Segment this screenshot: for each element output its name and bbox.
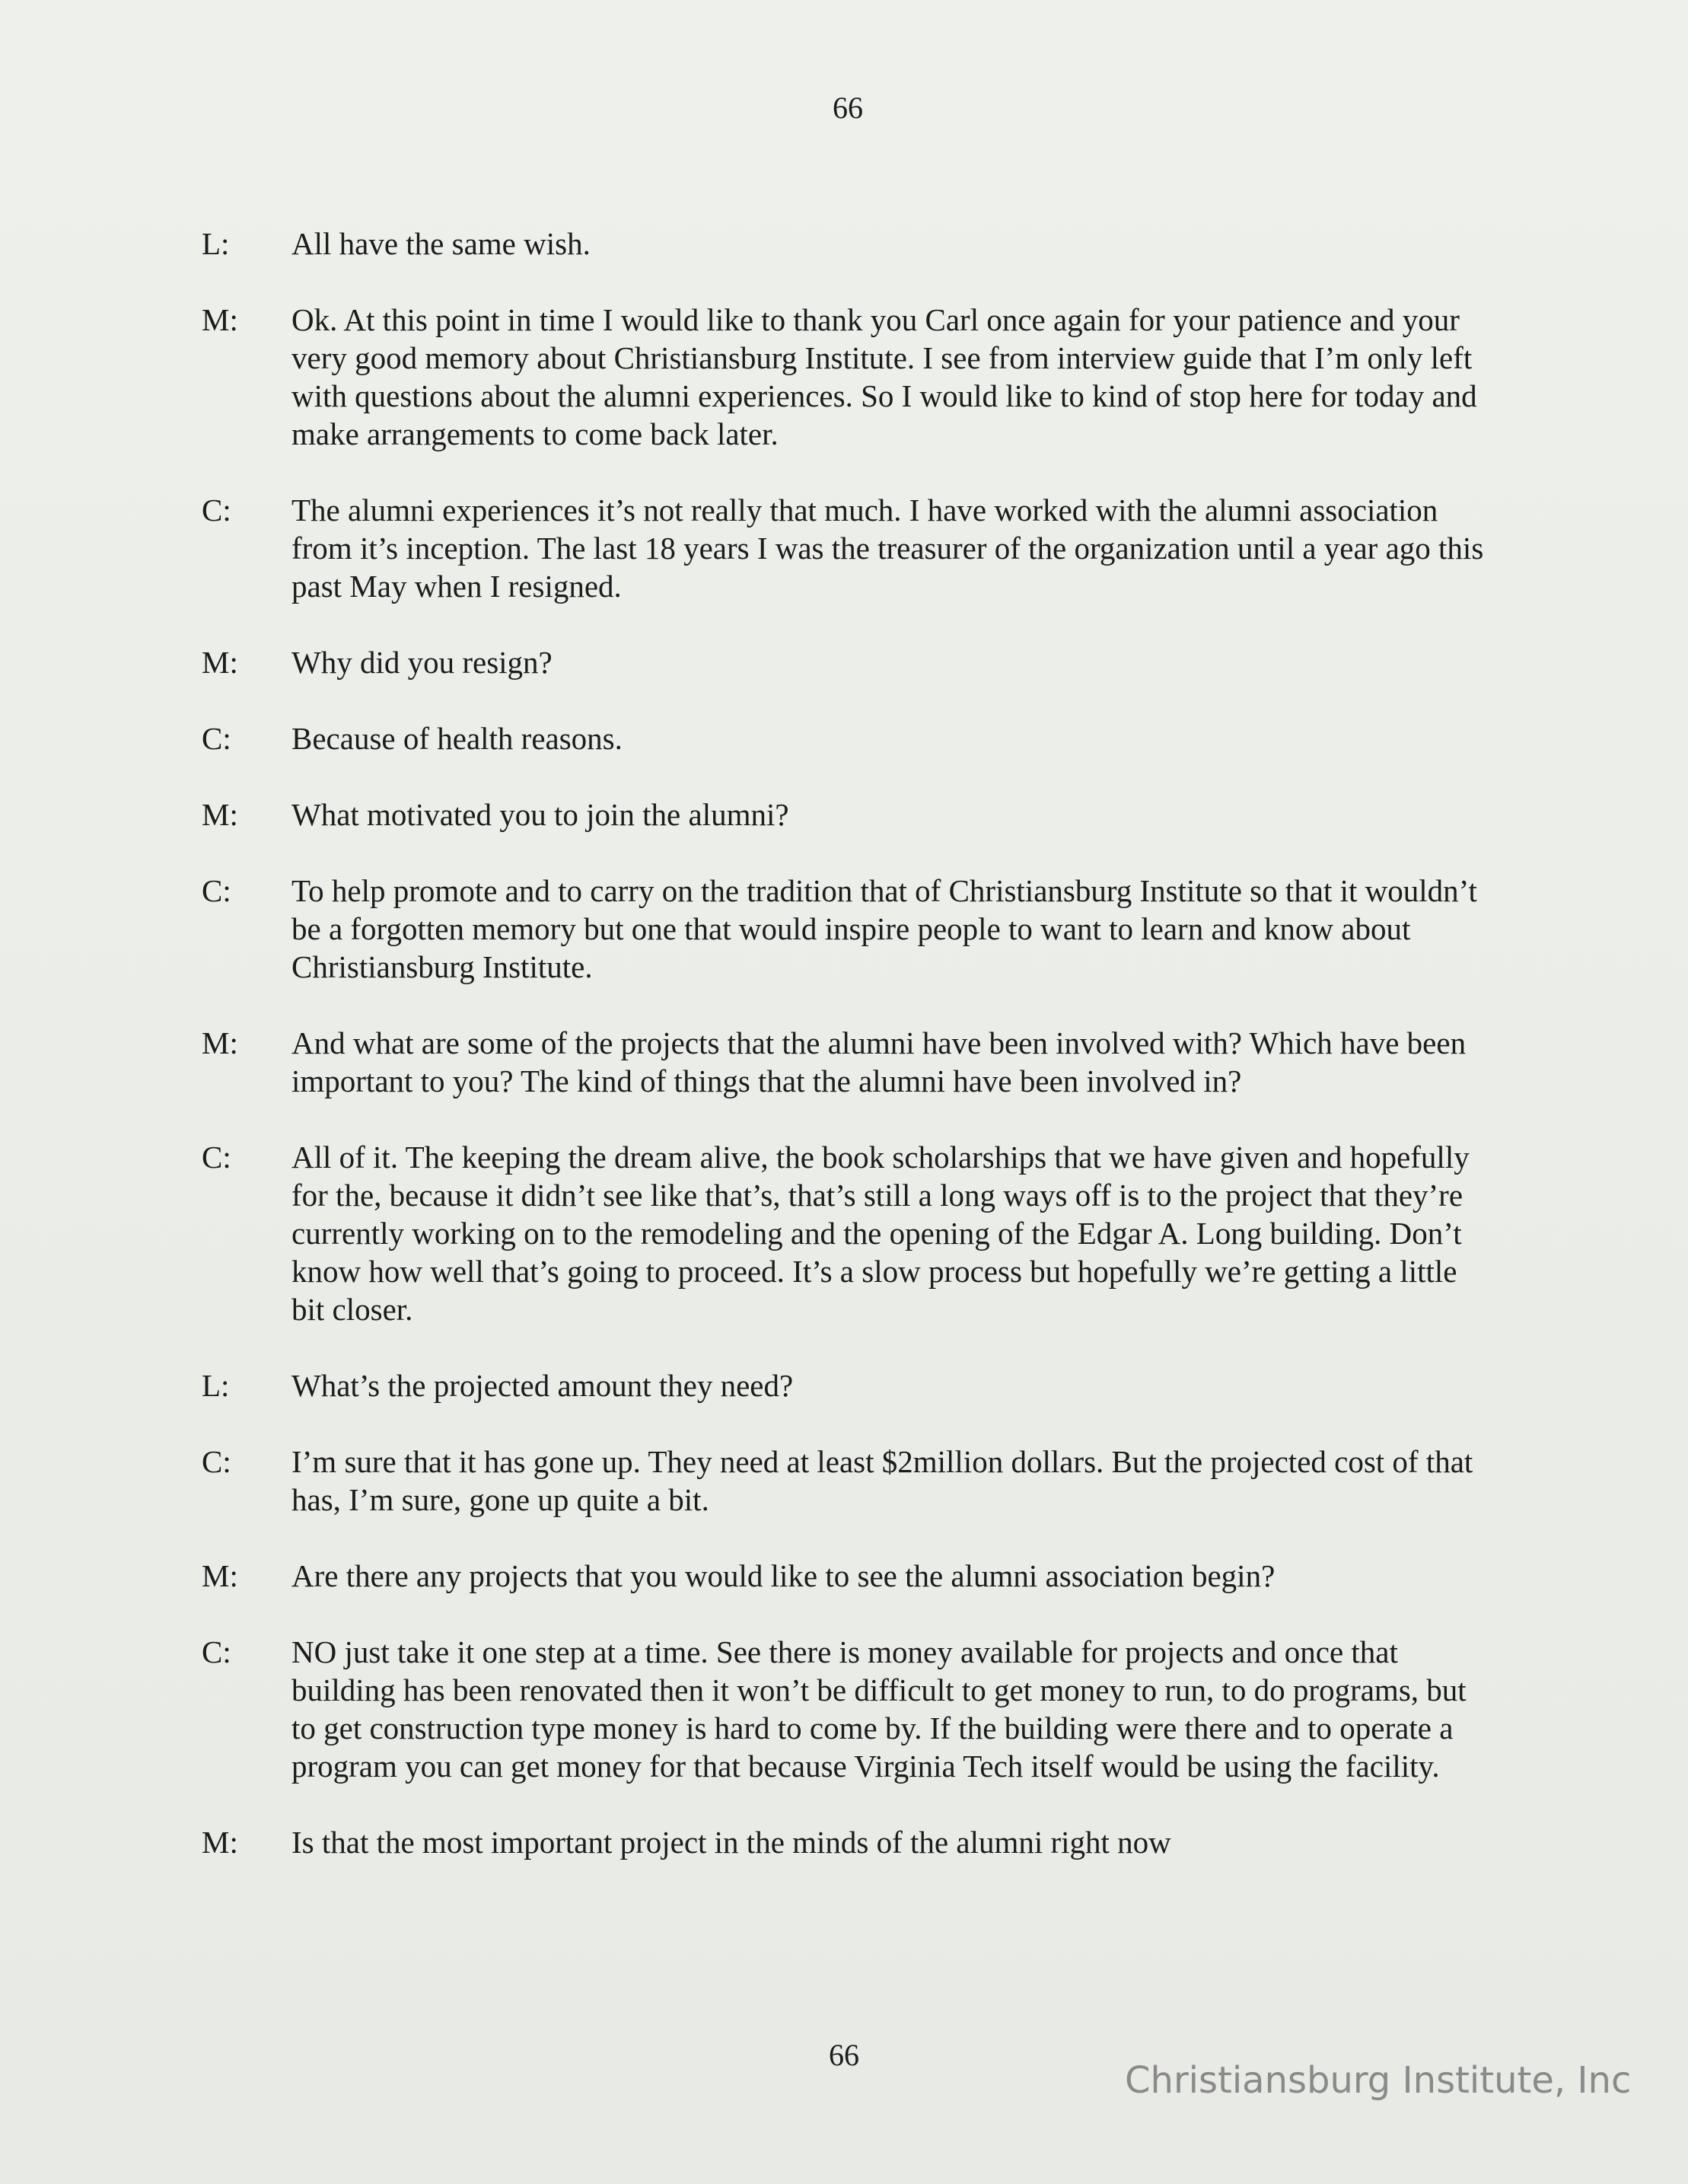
utterance-text: And what are some of the projects that the alumni have been involved with? Which have been important to you? The kind of things that the alumni have been involved in? <box>291 1025 1467 1098</box>
transcript-entry <box>202 1138 1495 1328</box>
transcript-entry <box>202 1024 1495 1100</box>
speaker-label: L: <box>202 1368 230 1403</box>
utterance-text: All have the same wish. <box>291 226 591 261</box>
speaker-label: M: <box>202 1558 238 1593</box>
transcript <box>202 225 1495 1899</box>
utterance-text: Are there any projects that you would like to see the alumni association begin? <box>291 1558 1276 1593</box>
transcript-entry <box>202 301 1495 453</box>
utterance-text: Because of health reasons. <box>291 721 623 756</box>
transcript-entry <box>202 872 1495 986</box>
speaker-label: C: <box>202 493 231 528</box>
utterance-text: To help promote and to carry on the tradition that of Christiansburg Institute so that it wouldn’t be a forgotten memory but one that would inspire people to want to learn and know about Christiansburg Institute. <box>291 873 1477 984</box>
speaker-label: M: <box>202 302 238 337</box>
speaker-label: C: <box>202 873 231 908</box>
utterance-text: NO just take it one step at a time. See there is money available for projects and once that building has been renovated then it won’t be difficult to get money to run, to do programs, but to get construction type money is hard to come by. If the building were there and to operate a program you can get money for that because Virginia Tech itself would be using the facility. <box>291 1634 1467 1784</box>
watermark: Christiansburg Institute, Inc <box>1125 2059 1632 2102</box>
transcript-entry <box>202 795 1495 834</box>
speaker-label: M: <box>202 797 238 832</box>
page-number-top: 66 <box>833 91 863 125</box>
transcript-entry <box>202 1443 1495 1519</box>
transcript-entry <box>202 491 1495 605</box>
utterance-text: The alumni experiences it’s not really that much. I have worked with the alumni association from it’s inception. The last 18 years I was the treasurer of the organization until a year ago this past May when I resigned. <box>291 493 1484 604</box>
speaker-label: L: <box>202 226 230 261</box>
speaker-label: C: <box>202 721 231 756</box>
transcript-entry <box>202 225 1495 263</box>
utterance-text: Ok. At this point in time I would like to thank you Carl once again for your patience and your very good memory about Christiansburg Institute. I see from interview guide that I’m only left with questions about the alumni experiences. So I would like to kind of stop here for today and make arrangements to come back later. <box>291 302 1477 451</box>
utterance-text: What’s the projected amount they need? <box>291 1368 794 1403</box>
transcript-entry <box>202 1823 1495 1861</box>
transcript-entry <box>202 643 1495 681</box>
utterance-text: Why did you resign? <box>291 645 553 680</box>
speaker-label: C: <box>202 1444 231 1479</box>
speaker-label: C: <box>202 1634 231 1669</box>
utterance-text: Is that the most important project in the minds of the alumni right now <box>291 1825 1171 1860</box>
speaker-label: C: <box>202 1140 231 1175</box>
speaker-label: M: <box>202 645 238 680</box>
transcript-entry <box>202 1633 1495 1785</box>
utterance-text: I’m sure that it has gone up. They need at least $2million dollars. But the projected cost of that has, I’m sure, gone up quite a bit. <box>291 1444 1473 1517</box>
utterance-text: All of it. The keeping the dream alive, the book scholarships that we have given and hopefully for the, because it didn’t see like that’s, that’s still a long ways off is to the project that they’re currently working on to the remodeling and the opening of the Edgar A. Long building. Don’t know how well that’s going to proceed. It’s a slow process but hopefully we’re getting a little bit closer. <box>291 1140 1470 1327</box>
speaker-label: M: <box>202 1825 238 1860</box>
transcript-entry <box>202 719 1495 757</box>
page-number-bottom: 66 <box>829 2038 859 2072</box>
speaker-label: M: <box>202 1025 238 1060</box>
transcript-entry <box>202 1366 1495 1404</box>
utterance-text: What motivated you to join the alumni? <box>291 797 789 832</box>
transcript-entry <box>202 1557 1495 1595</box>
